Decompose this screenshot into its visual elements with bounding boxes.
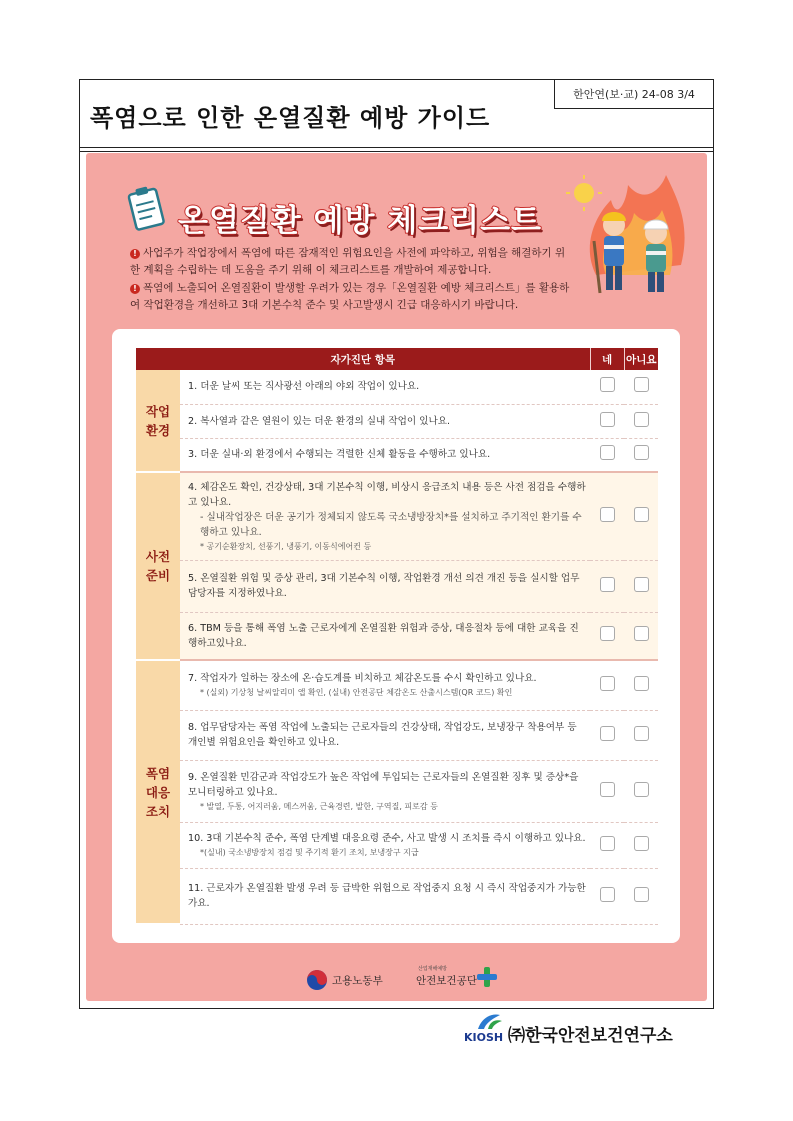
- checklist-item-8: [180, 710, 590, 760]
- yes-checkbox[interactable]: [600, 782, 615, 797]
- no-cell: [624, 660, 658, 710]
- item-text: 11. 근로자가 온열질환 발생 우려 등 급박한 위험으로 작업중지 요청 시 즉시 작업중지가 가능한가요.: [188, 883, 586, 909]
- item-text: 6. TBM 등을 통해 폭염 노출 근로자에게 온열질환 위험과 증상, 대응절차 등에 대한 교육을 진행하고있나요.: [188, 622, 579, 649]
- no-checkbox[interactable]: [634, 412, 649, 427]
- kosha-name: 안전보건공단: [416, 975, 477, 987]
- no-cell: [624, 710, 658, 760]
- no-checkbox[interactable]: [634, 377, 649, 392]
- notice-text: 사업주가 작업장에서 폭염에 따른 잠재적인 위험요인을 사전에 파악하고, 위험을 해결하기 위한 계획을 수립하는 데 도움을 주기 위해 이 체크리스트를 개발하여 제공합니다.: [130, 247, 566, 276]
- category-label: 폭염 대응 조치: [145, 765, 171, 819]
- item-text: 9. 온열질환 민감군과 작업강도가 높은 작업에 투입되는 근로자들의 온열질환 징후 및 증상*을 모니터링하고 있나요.: [188, 771, 579, 798]
- document-title: 폭염으로 인한 온열질환 예방 가이드: [90, 104, 491, 132]
- no-cell: [624, 760, 658, 822]
- no-checkbox[interactable]: [634, 726, 649, 741]
- item-text: 5. 온열질환 위험 및 증상 관리, 3대 기본수칙 이행, 작업환경 개선 의견 개진 등을 실시할 업무담당자를 지정하였나요.: [188, 573, 580, 599]
- yes-cell: [590, 822, 624, 868]
- checklist-item-11: [180, 868, 590, 924]
- table-row: [136, 560, 658, 612]
- table-row: [136, 868, 658, 924]
- no-checkbox[interactable]: [634, 577, 649, 592]
- item-note: * 발열, 두통, 어지러움, 메스꺼움, 근육경련, 발한, 구역질, 피로감 등: [200, 801, 438, 811]
- kosha-cross-icon: [476, 966, 498, 988]
- no-checkbox[interactable]: [634, 507, 649, 522]
- no-checkbox[interactable]: [634, 626, 649, 641]
- notice-usage: [130, 280, 570, 314]
- category-work-environment: [136, 370, 180, 472]
- yes-checkbox[interactable]: [600, 507, 615, 522]
- item-subtext: - 실내작업장은 더운 공기가 정체되지 않도록 국소냉방장치*를 설치하고 주기적인 환기를 수행하고 있나요.: [200, 511, 582, 538]
- checklist-table: [136, 348, 658, 925]
- yes-cell: [590, 710, 624, 760]
- header-yes: 네: [590, 348, 624, 370]
- document-code: 한안연(보·교) 24-08 3/4: [554, 79, 714, 109]
- table-row: [136, 438, 658, 472]
- institute-name: ㈜한국안전보건연구소: [508, 1026, 673, 1046]
- yes-cell: [590, 472, 624, 560]
- header-no: 아니요: [624, 348, 658, 370]
- category-heatwave-response: [136, 660, 180, 924]
- no-checkbox[interactable]: [634, 887, 649, 902]
- checklist-item-6: [180, 612, 590, 660]
- item-text: 3. 더운 실내·외 환경에서 수행되는 격렬한 신체 활동을 수행하고 있나요.: [188, 449, 491, 461]
- poster-heading: 온열질환 예방 체크리스트: [178, 203, 542, 239]
- yes-cell: [590, 560, 624, 612]
- ministry-logo: [306, 969, 383, 994]
- clipboard-icon: [122, 183, 172, 233]
- yes-checkbox[interactable]: [600, 676, 615, 691]
- yes-cell: [590, 868, 624, 924]
- checklist-item-3: [180, 438, 590, 472]
- notice-text: 폭염에 노출되어 온열질환이 발생할 우려가 있는 경우「온열질환 예방 체크리스트」를 활용하여 작업환경을 개선하고 3대 기본수칙 준수 및 사고발생시 긴급 대응하시기 바랍니다.: [130, 282, 570, 311]
- yes-cell: [590, 660, 624, 710]
- item-text: 2. 복사열과 같은 열원이 있는 더운 환경의 실내 작업이 있나요.: [188, 415, 451, 427]
- title-divider-double: [80, 151, 713, 152]
- yes-checkbox[interactable]: [600, 887, 615, 902]
- yes-checkbox[interactable]: [600, 726, 615, 741]
- yes-cell: [590, 612, 624, 660]
- checklist-item-9: [180, 760, 590, 822]
- table-row: [136, 612, 658, 660]
- kiosh-logo-text: KIOSH: [464, 1031, 504, 1044]
- no-checkbox[interactable]: [634, 676, 649, 691]
- category-label: 작업 환경: [145, 403, 171, 438]
- table-row: [136, 472, 658, 560]
- table-row: [136, 760, 658, 822]
- yes-checkbox[interactable]: [600, 577, 615, 592]
- category-preparation: [136, 472, 180, 660]
- item-text: 7. 작업자가 일하는 장소에 온·습도계를 비치하고 체감온도를 수시 확인하고 있나요.: [188, 673, 537, 685]
- no-cell: [624, 560, 658, 612]
- checklist-item-7: [180, 660, 590, 710]
- yes-checkbox[interactable]: [600, 412, 615, 427]
- ministry-name: 고용노동부: [332, 975, 383, 987]
- checklist-item-2: [180, 404, 590, 438]
- item-text: 1. 더운 날씨 또는 직사광선 아래의 야외 작업이 있나요.: [188, 381, 420, 393]
- title-divider: [80, 147, 713, 148]
- item-text: 4. 체감온도 확인, 건강상태, 3대 기본수칙 이행, 비상시 응급조치 내용 등은 사전 점검을 수행하고 있나요.: [188, 481, 586, 508]
- no-cell: [624, 472, 658, 560]
- taegeuk-icon: [306, 969, 328, 991]
- yes-cell: [590, 438, 624, 472]
- yes-checkbox[interactable]: [600, 445, 615, 460]
- yes-checkbox[interactable]: [600, 377, 615, 392]
- yes-cell: [590, 404, 624, 438]
- item-text: 10. 3대 기본수칙 준수, 폭염 단계별 대응요령 준수, 사고 발생 시 조치를 즉시 이행하고 있나요.: [188, 833, 586, 844]
- checklist-item-1: [180, 370, 590, 404]
- kiosh-logo-icon: [474, 1011, 504, 1031]
- yes-cell: [590, 760, 624, 822]
- no-cell: [624, 868, 658, 924]
- checklist-card: [112, 329, 680, 943]
- table-header-row: [136, 348, 658, 370]
- checklist-poster: [86, 153, 707, 1001]
- category-label: 사전 준비: [145, 549, 171, 583]
- header-item: 자가진단 항목: [136, 348, 590, 370]
- table-row: [136, 660, 658, 710]
- item-text: 8. 업무담당자는 폭염 작업에 노출되는 근로자들의 건강상태, 작업강도, 보냉장구 착용여부 등 개인별 위험요인을 확인하고 있나요.: [188, 722, 577, 748]
- table-row: [136, 822, 658, 868]
- checklist-item-5: [180, 560, 590, 612]
- table-row: [136, 710, 658, 760]
- item-note: * (실외) 기상청 날씨알리미 앱 확인, (실내) 안전공단 체감온도 산출시스템(QR 코드) 확인: [200, 688, 513, 698]
- no-cell: [624, 404, 658, 438]
- alert-icon: !: [130, 249, 140, 259]
- checklist-item-10: [180, 822, 590, 868]
- no-cell: [624, 822, 658, 868]
- item-note: * 공기순환장치, 선풍기, 냉풍기, 이동식에어컨 등: [200, 541, 372, 551]
- no-checkbox[interactable]: [634, 836, 649, 851]
- table-row: [136, 370, 658, 404]
- no-cell: [624, 370, 658, 404]
- notice-purpose: [130, 245, 570, 279]
- no-cell: [624, 612, 658, 660]
- yes-cell: [590, 370, 624, 404]
- kosha-tagline: 산업재해예방: [418, 966, 447, 972]
- checklist-item-4: [180, 472, 590, 560]
- yes-checkbox[interactable]: [600, 626, 615, 641]
- no-cell: [624, 438, 658, 472]
- no-checkbox[interactable]: [634, 445, 649, 460]
- workers-illustration: [566, 165, 696, 300]
- yes-checkbox[interactable]: [600, 836, 615, 851]
- alert-icon: !: [130, 284, 140, 294]
- table-row: [136, 404, 658, 438]
- no-checkbox[interactable]: [634, 782, 649, 797]
- item-note: *(실내) 국소냉방장치 점검 및 주기적 환기 조치, 보냉장구 지급: [200, 848, 419, 857]
- publisher-block: [464, 1011, 714, 1047]
